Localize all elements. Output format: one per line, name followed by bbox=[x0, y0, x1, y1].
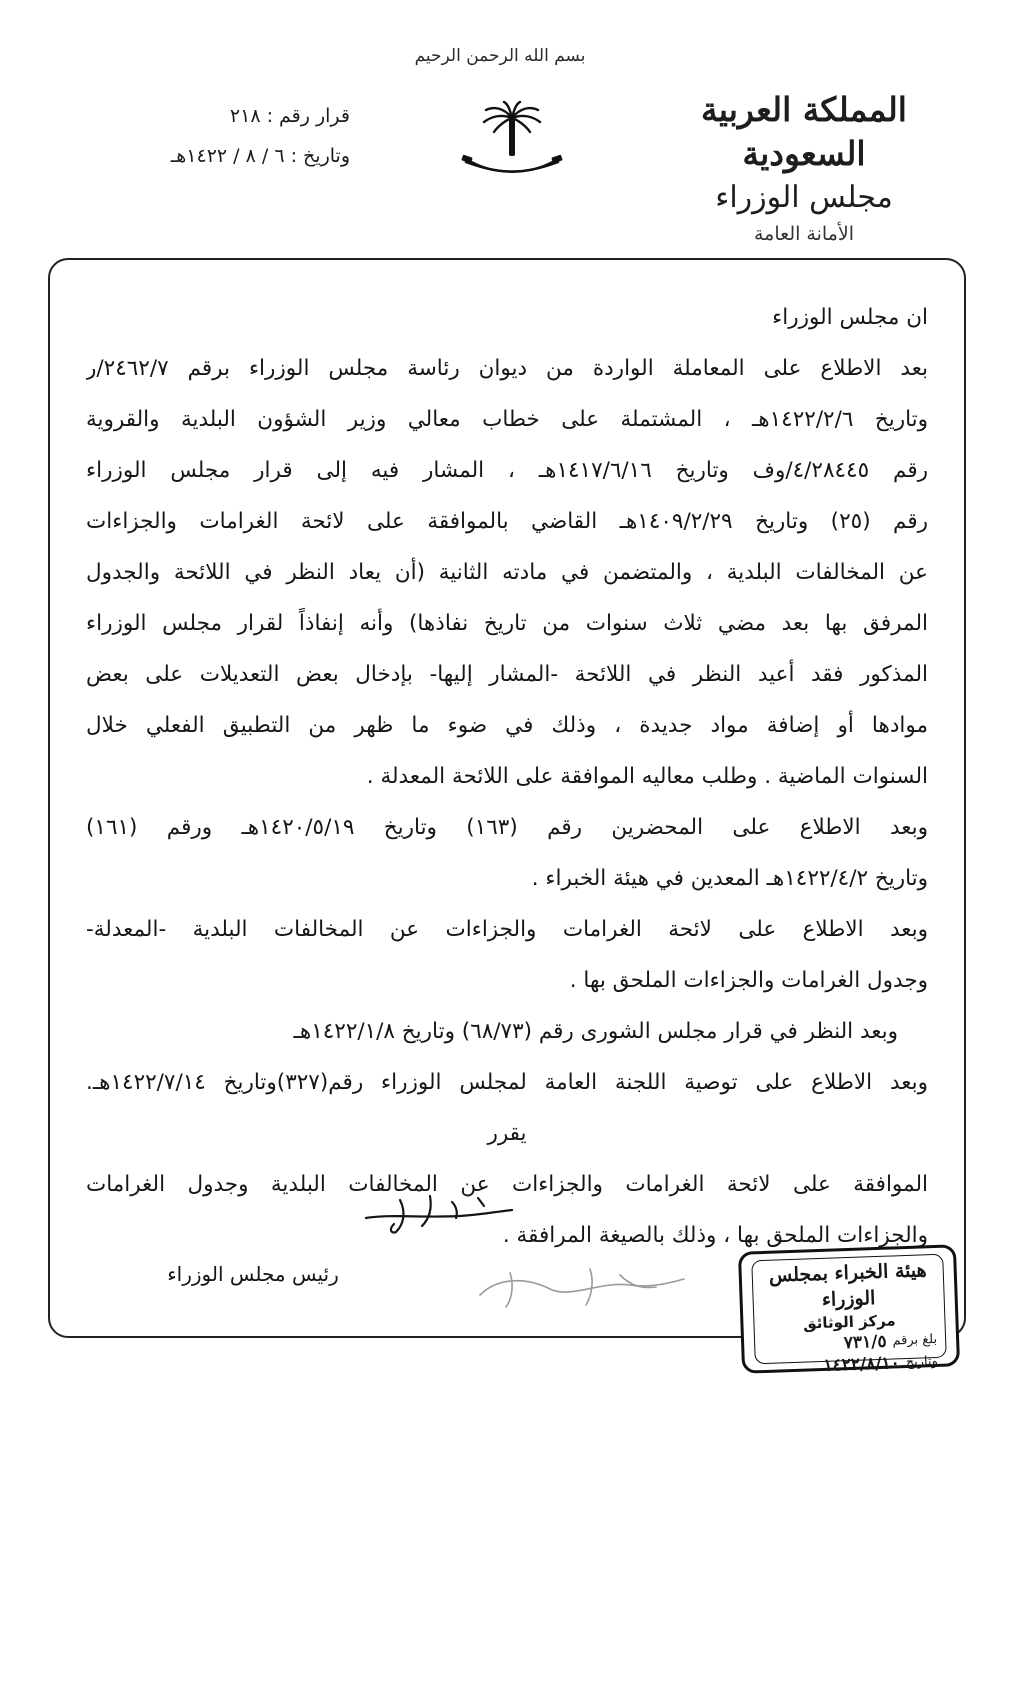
signatory-title: رئيس مجلس الوزراء bbox=[167, 1262, 339, 1286]
body-line: المذكور فقد أعيد النظر في اللائحة -المشار إليها- بإدخال بعض التعديلات على بعض bbox=[86, 662, 928, 687]
decision-date: وتاريخ : ٦ / ٨ / ١٤٢٢هـ bbox=[170, 145, 350, 167]
stamp-ref-value: ٧٣١/٥ bbox=[843, 1331, 887, 1354]
letterhead-right bbox=[639, 88, 969, 248]
resolves-heading: يقرر bbox=[487, 1121, 527, 1146]
body-line: وجدول الغرامات والجزاءات الملحق بها . bbox=[569, 968, 928, 993]
body-line: وتاريخ ١٤٢٢/٤/٢هـ المعدين في هيئة الخبراء . bbox=[531, 866, 928, 891]
body-line: رقم ٤/٢٨٤٤٥/وف وتاريخ ١٤١٧/٦/١٦هـ ، المشار فيه إلى قرار مجلس الوزراء bbox=[86, 458, 928, 483]
body-line: رقم (٢٥) وتاريخ ١٤٠٩/٢/٢٩هـ القاضي بالموافقة على لائحة الغرامات والجزاءات bbox=[86, 509, 928, 534]
body-line: بعد الاطلاع على المعاملة الواردة من ديوان رئاسة مجلس الوزراء برقم ٢٤٦٢/٧/ر bbox=[86, 356, 928, 381]
body-line: وتاريخ ١٤٢٢/٢/٦هـ ، المشتملة على خطاب معالي وزير الشؤون البلدية والقروية bbox=[86, 407, 928, 432]
kingdom-name: المملكة العربية السعودية bbox=[701, 90, 907, 173]
handwritten-signature bbox=[360, 1188, 520, 1238]
body-line: عن المخالفات البلدية ، والمتضمن في مادته الثانية (أن يعاد النظر في اللائحة والجدول bbox=[86, 560, 928, 585]
stamp-title: هيئة الخبراء بمجلس الوزراء bbox=[768, 1259, 927, 1311]
body-line: وبعد الاطلاع على المحضرين رقم (١٦٣) وتاريخ ١٤٢٠/٥/١٩هـ ورقم (١٦١) bbox=[86, 815, 928, 840]
basmala: بسم الله الرحمن الرحيم bbox=[414, 46, 586, 66]
secretariat-name: الأمانة العامة bbox=[754, 223, 854, 245]
decision-body-frame bbox=[48, 258, 966, 1338]
decision-reference bbox=[150, 96, 350, 176]
stamp-date-row bbox=[764, 1351, 939, 1379]
stamp-subtitle: مركز الوثائق bbox=[802, 1311, 896, 1333]
body-line: السنوات الماضية . وطلب معاليه الموافقة على اللائحة المعدلة . bbox=[366, 764, 928, 789]
council-name: مجلس الوزراء bbox=[715, 180, 893, 215]
body-line: وبعد الاطلاع على لائحة الغرامات والجزاءات عن المخالفات البلدية -المعدلة- bbox=[86, 917, 928, 942]
stamp-date-value: ١٤٢٢/٨/١٠ bbox=[823, 1353, 901, 1376]
palm-and-swords-emblem bbox=[454, 100, 570, 204]
stamp-ref-label: بلغ برقم bbox=[892, 1331, 938, 1349]
body-line: ان مجلس الوزراء bbox=[772, 305, 928, 330]
faded-stamp bbox=[470, 1255, 690, 1325]
body-line: وبعد الاطلاع على توصية اللجنة العامة لمجلس الوزراء رقم(٣٢٧)وتاريخ ١٤٢٢/٧/١٤هـ. bbox=[86, 1070, 928, 1095]
body-line: وبعد النظر في قرار مجلس الشورى رقم (٦٨/٧٣) وتاريخ ١٤٢٢/١/٨هـ bbox=[293, 1019, 898, 1044]
records-center-stamp bbox=[738, 1244, 960, 1374]
body-line: الموافقة على لائحة الغرامات والجزاءات عن المخالفات البلدية وجدول الغرامات bbox=[86, 1172, 928, 1197]
decision-body bbox=[86, 292, 928, 1261]
body-line: والجزاءات الملحق بها ، وذلك بالصيغة المرافقة . bbox=[502, 1223, 928, 1248]
stamp-date-label: وتاريخ bbox=[905, 1353, 939, 1371]
body-line: موادها أو إضافة مواد جديدة ، وذلك في ضوء ما ظهر من التطبيق الفعلي خلال bbox=[86, 713, 928, 738]
decision-number: قرار رقم : ٢١٨ bbox=[229, 105, 350, 127]
body-line: المرفق بها بعد مضي ثلاث سنوات من تاريخ نفاذها) وأنه إنفاذاً لقرار مجلس الوزراء bbox=[86, 611, 928, 636]
